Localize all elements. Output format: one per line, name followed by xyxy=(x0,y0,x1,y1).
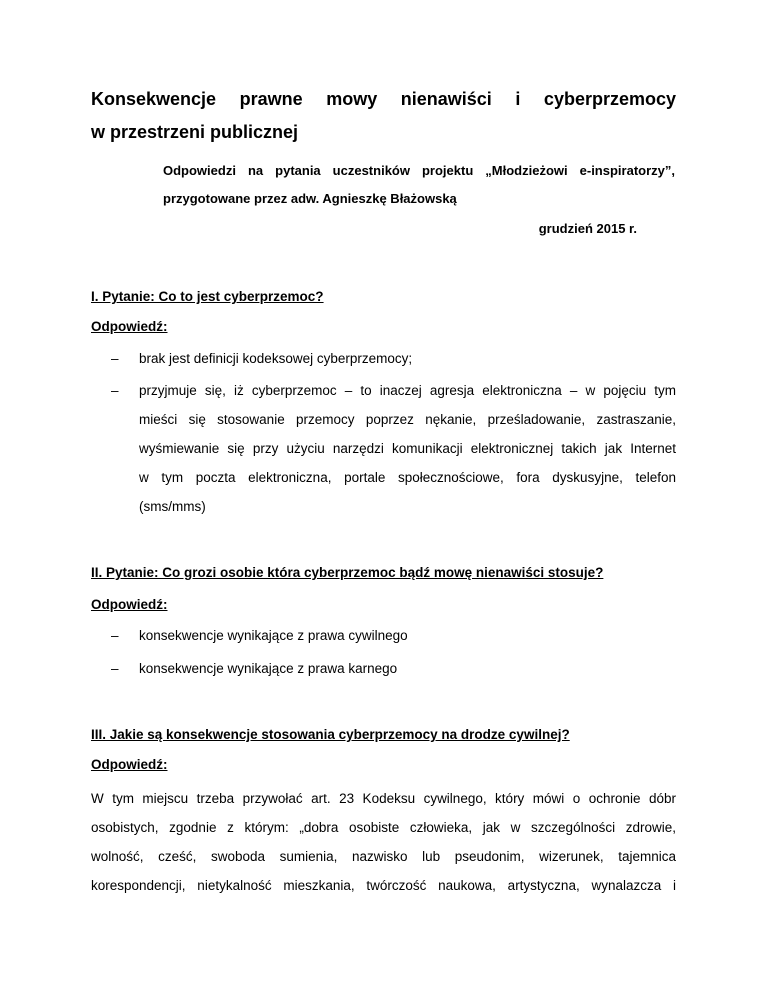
bullet-dash: – xyxy=(111,628,119,643)
bullet-dash: – xyxy=(111,661,119,676)
subtitle-line-2: przygotowane przez adw. Agnieszkę Błażowską xyxy=(163,191,457,206)
list-item-line: mieści się stosowanie przemocy poprzez nękanie, prześladowanie, zastraszanie, xyxy=(139,412,676,427)
list-item: brak jest definicji kodeksowej cyberprzemocy; xyxy=(139,351,413,366)
list-item-line: w tym poczta elektroniczna, portale społecznościowe, fora dyskusyjne, telefon xyxy=(139,470,676,485)
question-3: III. Jakie są konsekwencje stosowania cyberprzemocy na drodze cywilnej? xyxy=(91,727,570,742)
answer-label-3: Odpowiedź: xyxy=(91,757,168,772)
list-item-line: przyjmuje się, iż cyberprzemoc – to inaczej agresja elektroniczna – w pojęciu tym xyxy=(139,383,676,398)
paragraph-line: osobistych, zgodnie z którym: „dobra osobiste człowieka, jak w szczególności zdrowie, xyxy=(91,820,676,835)
bullet-dash: – xyxy=(111,351,119,366)
paragraph-line: korespondencji, nietykalność mieszkania, twórczość naukowa, artystyczna, wynalazcza i xyxy=(91,878,676,893)
document-title-line-2: w przestrzeni publicznej xyxy=(91,122,299,142)
document-title-line-1: Konsekwencje prawne mowy nienawiści i cyberprzemocy xyxy=(91,89,676,109)
question-1: I. Pytanie: Co to jest cyberprzemoc? xyxy=(91,289,324,304)
bullet-dash: – xyxy=(111,383,119,398)
document-date: grudzień 2015 r. xyxy=(538,221,637,236)
list-item-line: (sms/mms) xyxy=(139,499,206,514)
answer-label-1: Odpowiedź: xyxy=(91,319,168,334)
paragraph-line: wolność, cześć, swoboda sumienia, nazwisko lub pseudonim, wizerunek, tajemnica xyxy=(91,849,676,864)
list-item: konsekwencje wynikające z prawa karnego xyxy=(139,661,398,676)
question-2: II. Pytanie: Co grozi osobie która cyberprzemoc bądź mowę nienawiści stosuje? xyxy=(91,565,604,580)
list-item: konsekwencje wynikające z prawa cywilnego xyxy=(139,628,408,643)
answer-label-2: Odpowiedź: xyxy=(91,597,168,612)
paragraph-line: W tym miejscu trzeba przywołać art. 23 Kodeksu cywilnego, który mówi o ochronie dóbr xyxy=(91,791,676,806)
subtitle-line-1: Odpowiedzi na pytania uczestników projektu „Młodzieżowi e-inspiratorzy”, xyxy=(163,163,675,178)
list-item-line: wyśmiewanie się przy użyciu narzędzi komunikacji elektronicznej takich jak Internet xyxy=(139,441,676,456)
